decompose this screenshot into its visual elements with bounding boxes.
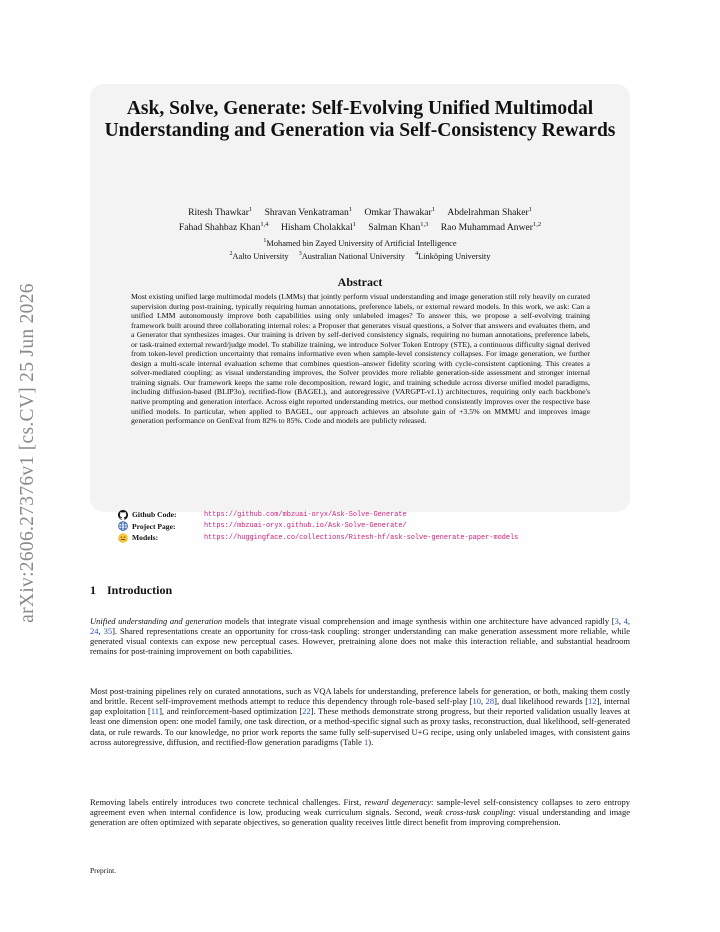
affiliation-list [90, 236, 630, 262]
author: Shravan Venkatraman$^1$ [264, 206, 353, 219]
arxiv-identifier [8, 258, 48, 648]
intro-paragraph-1: Unified understanding and generation models that integrate visual comprehension and image synthesis within one architecture have advanced rapidly [3, 4, 24, 35]. Shared representations create an opportunity for cross-task coupling: stronger understanding can make generation assessment more reliable, while generated visual contexts can expose new perceptual cases. However, pretraining alone does not make this interaction reliable, and substantial headroom remains for post-training improvement on both capabilities. [90, 616, 630, 657]
author: Ritesh Thawkar$^1$ [188, 206, 253, 219]
citation-link[interactable]: 11 [150, 706, 160, 717]
intro-paragraph-3: Removing labels entirely introduces two concrete technical challenges. First, reward degeneracy: sample-level self-consistency collapses to zero entropy agreement even when internal confidence is low, producing weak curriculum signals. Second, weak cross-task coupling: visual understanding and image generation are often optimized with separate objectives, so generation quality receives little direct benefit from improving comprehension. [90, 797, 630, 828]
author-list [90, 204, 630, 234]
author: Omkar Thawakar$^1$ [364, 206, 435, 219]
citation-link[interactable]: 24 [90, 626, 99, 637]
link-row-github [118, 509, 618, 521]
emphasis-text: weak cross-task coupling [425, 807, 513, 818]
citation-link[interactable]: 22 [302, 706, 311, 717]
author: Salman Khan$^{1,3}$ [368, 221, 429, 234]
link-label: Project Page: [132, 521, 176, 531]
affiliation: $^3$Australian National University [298, 250, 405, 261]
footer-note: Preprint. [90, 866, 117, 875]
author-row [90, 204, 630, 219]
huggingface-icon [118, 533, 129, 543]
author: Hisham Cholakkal$^1$ [280, 221, 356, 234]
section-heading [90, 583, 172, 598]
section-title: Introduction [107, 583, 173, 597]
abstract-heading: Abstract [337, 275, 383, 289]
globe-icon [118, 521, 129, 531]
github-icon [118, 510, 129, 520]
emphasis-text: Unified understanding and generation [90, 616, 223, 626]
author-row [90, 219, 630, 234]
paper-title: Ask, Solve, Generate: Self-Evolving Unified Multimodal Understanding and Generation via Self-Consistency Rewards [104, 98, 616, 141]
arxiv-identifier-text: arXiv:2606.27376v1 [cs.CV] 25 Jun 2026 [17, 283, 38, 623]
models-link[interactable]: https://huggingface.co/collections/Ritesh-hf/ask-solve-generate-paper-models [204, 533, 519, 542]
citation-link[interactable]: 12 [588, 696, 597, 707]
abstract-text: Most existing unified large multimodal models (LMMs) that jointly perform visual understanding and image generation still rely heavily on curated supervision during post-training, typically requiring human annotations, preference labels, or external reward models. In this work, we ask: Can a unified LMM autonomously improve both capabilities using only unlabeled images? To answer this, we propose a self-evolving training framework built around three collaborating internal roles: a Proposer that generates visual questions, a Solver that answers and evaluates them, and a Generator that synthesizes images. Our training is driven by self-derived consistency signals, requiring no human annotations, preference labels, or task-trained external reward/judge model. To stabilize training, we introduce Solver Token Entropy (STE), a continuous difficulty signal derived from token-level prediction uncertainty that remains informative even when sample-level consistency collapses. For image generation, we further design a multi-scale internal evaluation scheme that combines question–answer fidelity scoring with cycle-consistent captioning. This creates a solver-mediated coupling: as visual understanding improves, the Solver provides more reliable generation-side assessment and stronger internal training signals. Our framework keeps the same role decomposition, reward logic, and training schedule across diverse unified model paradigms, including diffusion-based (BLIP3o), rectified-flow (BAGEL), and autoregressive (VARGPT-v1.1) architectures, requiring only each backbone's native prompting and generation interface. Across eight reported understanding metrics, our method consistently improves over the respective base unified models. In particular, when applied to BAGEL, our approach achieves an absolute gain of +3.5% on MMMU and improves image generation performance on GenEval from 82% to 85%. Code and models are publicly released. [131, 292, 590, 426]
resource-links [118, 509, 618, 544]
link-label: Github Code: [132, 510, 177, 520]
affiliation: $^1$Mohamed bin Zayed University of Artificial Intelligence [263, 238, 457, 248]
citation-link[interactable]: 35 [103, 626, 113, 637]
author: Rao Muhammad Anwer$^{1,2}$ [440, 221, 542, 234]
intro-paragraph-2: Most post-training pipelines rely on curated annotations, such as VQA labels for understanding, preference labels for generation, or both, making them costly and brittle. Recent self-improvement methods attempt to reduce this dependency through role-based self-play [10, 28], dual likelihood rewards [12], internal gap exploitation [11], and reinforcement-based optimization [22]. These methods demonstrate strong progress, but their reported validation usually leaves at least one dimension open: one model family, one task direction, or a method-specific signal such as proxy tasks, reconstruction, dual likelihood, self-generated data, or rule rewards. To our knowledge, no prior work reports the same fully self-supervised U+G recipe, using only unlabeled images, with consistent gains across autoregressive, diffusion, and rectified-flow generation paradigms (Table 1). [90, 686, 631, 747]
link-label: Models: [132, 533, 159, 543]
citation-link[interactable]: 10 [472, 696, 481, 707]
section-number: 1 [90, 583, 96, 597]
table-reference-link[interactable]: 1 [363, 736, 369, 747]
github-link[interactable]: https://github.com/mbzuai-oryx/Ask-Solve-Generate [204, 510, 407, 519]
author: Fahad Shahbaz Khan$^{1,4}$ [178, 221, 269, 234]
emphasis-text: reward degeneracy [364, 797, 432, 807]
affiliation: $^4$Linköping University [415, 250, 491, 261]
affiliation-row [90, 236, 630, 249]
affiliation-row [90, 249, 630, 262]
author: Abdelrahman Shaker$^1$ [447, 206, 532, 219]
link-row-models [118, 532, 618, 544]
citation-link[interactable]: 3 [614, 616, 619, 626]
citation-link[interactable]: 28 [485, 696, 495, 707]
link-row-project [118, 521, 618, 533]
affiliation: $^2$Aalto University [229, 250, 289, 261]
citation-link[interactable]: 4 [623, 616, 628, 626]
project-page-link[interactable]: https://mbzuai-oryx.github.io/Ask-Solve-Generate/ [204, 522, 407, 531]
